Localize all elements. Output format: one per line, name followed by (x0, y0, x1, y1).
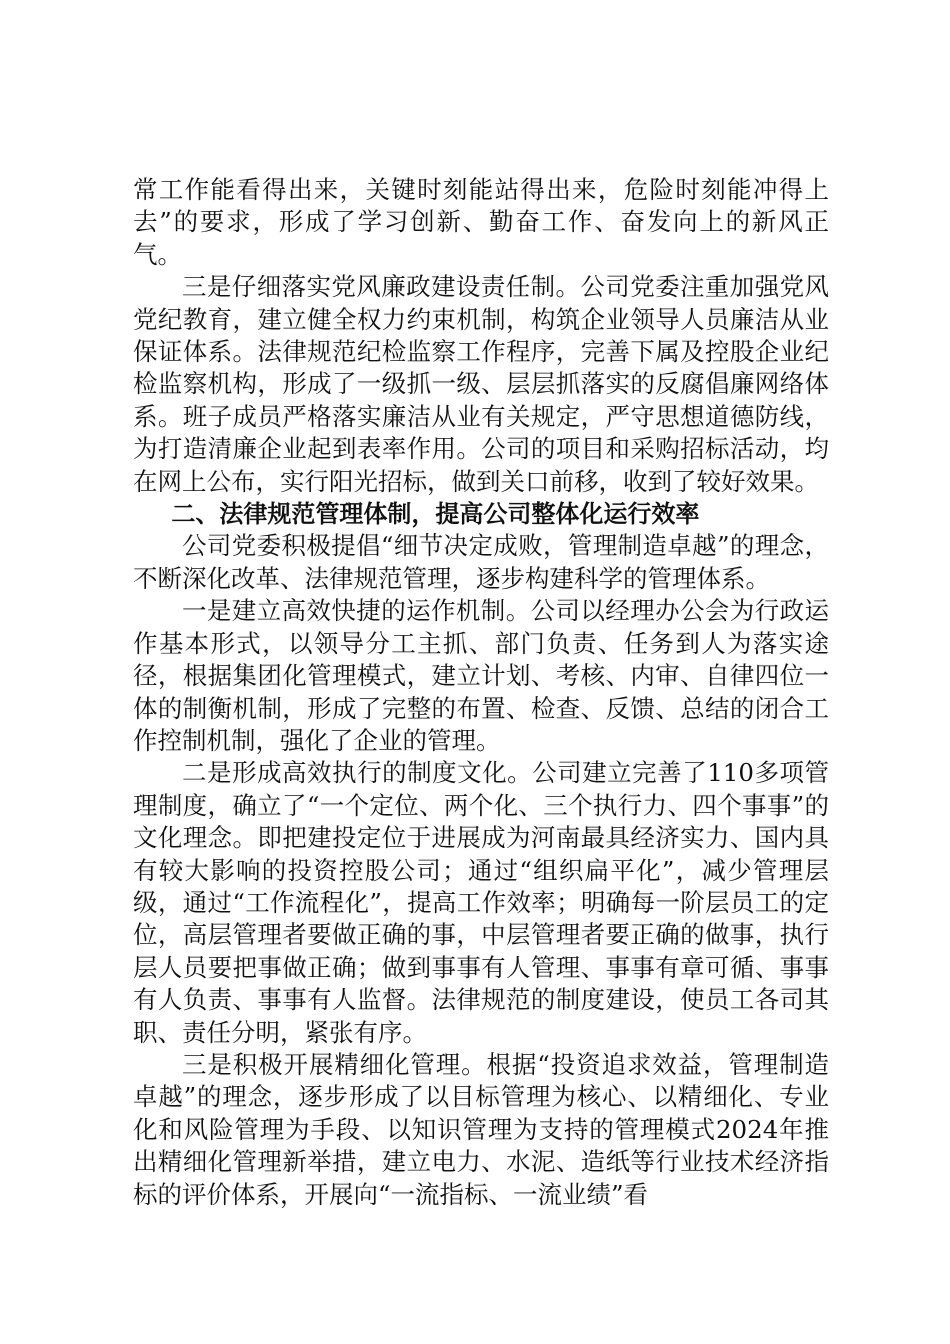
paragraph-institutional-culture: 二是形成高效执行的制度文化。公司建立完善了110多项管理制度，确立了“一个定位、两个化、三个执行力、四个事事”的文化理念。即把建投定位于进展成为河南最具经济实力、国内具有较大影响的投资控股公司；通过“组织扁平化”，减少管理层级，通过“工作流程化”，提高工作效率；明确每一阶层员工的定位，高层管理者要做正确的事，中层管理者要正确的做事，执行层人员要把事做正确；做到事事有人管理、事事有章可循、事事有人负责、事事有人监督。法律规范的制度建设，使员工各司其职、责任分明，紧张有序。 (133, 758, 829, 1047)
document-body (133, 174, 829, 1211)
paragraph-refined-management: 三是积极开展精细化管理。根据“投资追求效益，管理制造卓越”的理念，逐步形成了以目标管理为核心、以精细化、专业化和风险管理为手段、以知识管理为支持的管理模式2024年推出精细化管理新举措，建立电力、水泥、造纸等行业技术经济指标的评价体系，开展向“一流指标、一流业绩”看 (133, 1049, 829, 1209)
paragraph-continuation: 常工作能看得出来，关键时刻能站得出来，危险时刻能冲得上去”的要求，形成了学习创新、勤奋工作、奋发向上的新风正气。 (133, 175, 829, 269)
section-heading: 二、法律规范管理体制，提高公司整体化运行效率 (171, 500, 700, 529)
paragraph-management-philosophy: 公司党委积极提倡“细节决定成败，管理制造卓越”的理念，不断深化改革、法律规范管理，逐步构建科学的管理体系。 (133, 531, 829, 593)
paragraph-operation-mechanism: 一是建立高效快捷的运作机制。公司以经理办公会为行政运作基本形式，以领导分工主抓、部门负责、任务到人为落实途径，根据集团化管理模式，建立计划、考核、内审、自律四位一体的制衡机制，形成了完整的布置、检查、反馈、总结的闭合工作控制机制，强化了企业的管理。 (133, 596, 829, 755)
paragraph-party-discipline: 三是仔细落实党风廉政建设责任制。公司党委注重加强党风党纪教育，建立健全权力约束机制，构筑企业领导人员廉洁从业保证体系。法律规范纪检监察工作程序，完善下属及控股企业纪检监察机构，形成了一级抓一级、层层抓落实的反腐倡廉网络体系。班子成员严格落实廉洁从业有关规定，严守思想道德防线，为打造清廉企业起到表率作用。公司的项目和采购招标活动，均在网上公布，实行阳光招标，做到关口前移，收到了较好效果。 (133, 272, 829, 496)
